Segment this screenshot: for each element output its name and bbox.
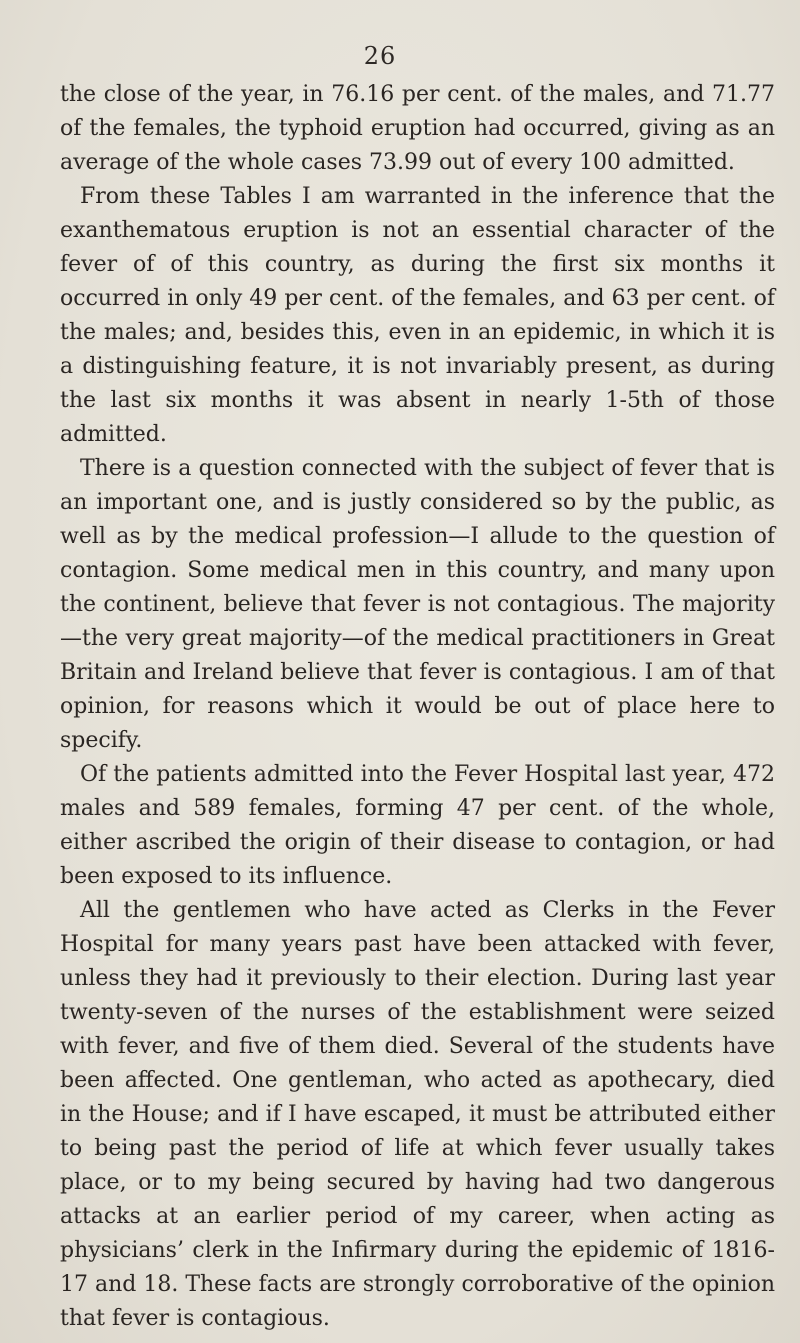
- paragraph-clerks-attacked: All the gentlemen who have acted as Clerks in the Fever Hospital for many years past have been attacked with fever, unless they had it previously to their election. During last year twenty-seven of the nurses of the establishment were seized with fever, and five of them died. Several of the students have been affected. One gentleman, who acted as apothecary, died in the House; and if I have escaped, it must be attributed either to being past the period of life at which fever usually takes place, or to my being secured by having had two dangerous attacks at an earlier period of my career, when acting as physicians’ clerk in the Infirmary during the epidemic of 1816-17 and 18. These facts are strongly corroborative of the opinion that fever is contagious.: [60, 898, 775, 1331]
- paragraph-continuation: the close of the year, in 76.16 per cent. of the males, and 71.77 of the females, the typhoid eruption had occurred, giving as an average of the whole cases 73.99 out of every 100 admitted.: [60, 82, 775, 175]
- paragraph-contagion-question: There is a question connected with the subject of fever that is an important one, and is justly considered so by the public, as well as by the medical profession—I allude to the question of contagion. Some medical men in this country, and many upon the continent, believe that fever is not contagious. The majority—the very great majority—of the medical practitioners in Great Britain and Ireland believe that fever is contagious. I am of that opinion, for reasons which it would be out of place here to specify.: [60, 456, 775, 753]
- paragraph-patients-admitted: Of the patients admitted into the Fever Hospital last year, 472 males and 589 females, forming 47 per cent. of the whole, either ascribed the origin of their disease to contagion, or had been exposed to its influence.: [60, 762, 775, 889]
- page-number: 26: [363, 42, 397, 70]
- body-text: [60, 78, 775, 1336]
- paragraph-eruption-inference: From these Tables I am warranted in the inference that the exanthematous eruption is not an essential character of the fever of of this country, as during the first six months it occurred in only 49 per cent. of the females, and 63 per cent. of the males; and, besides this, even in an epidemic, in which it is a distinguishing feature, it is not invariably present, as during the last six months it was absent in nearly 1-5th of those admitted.: [60, 184, 775, 447]
